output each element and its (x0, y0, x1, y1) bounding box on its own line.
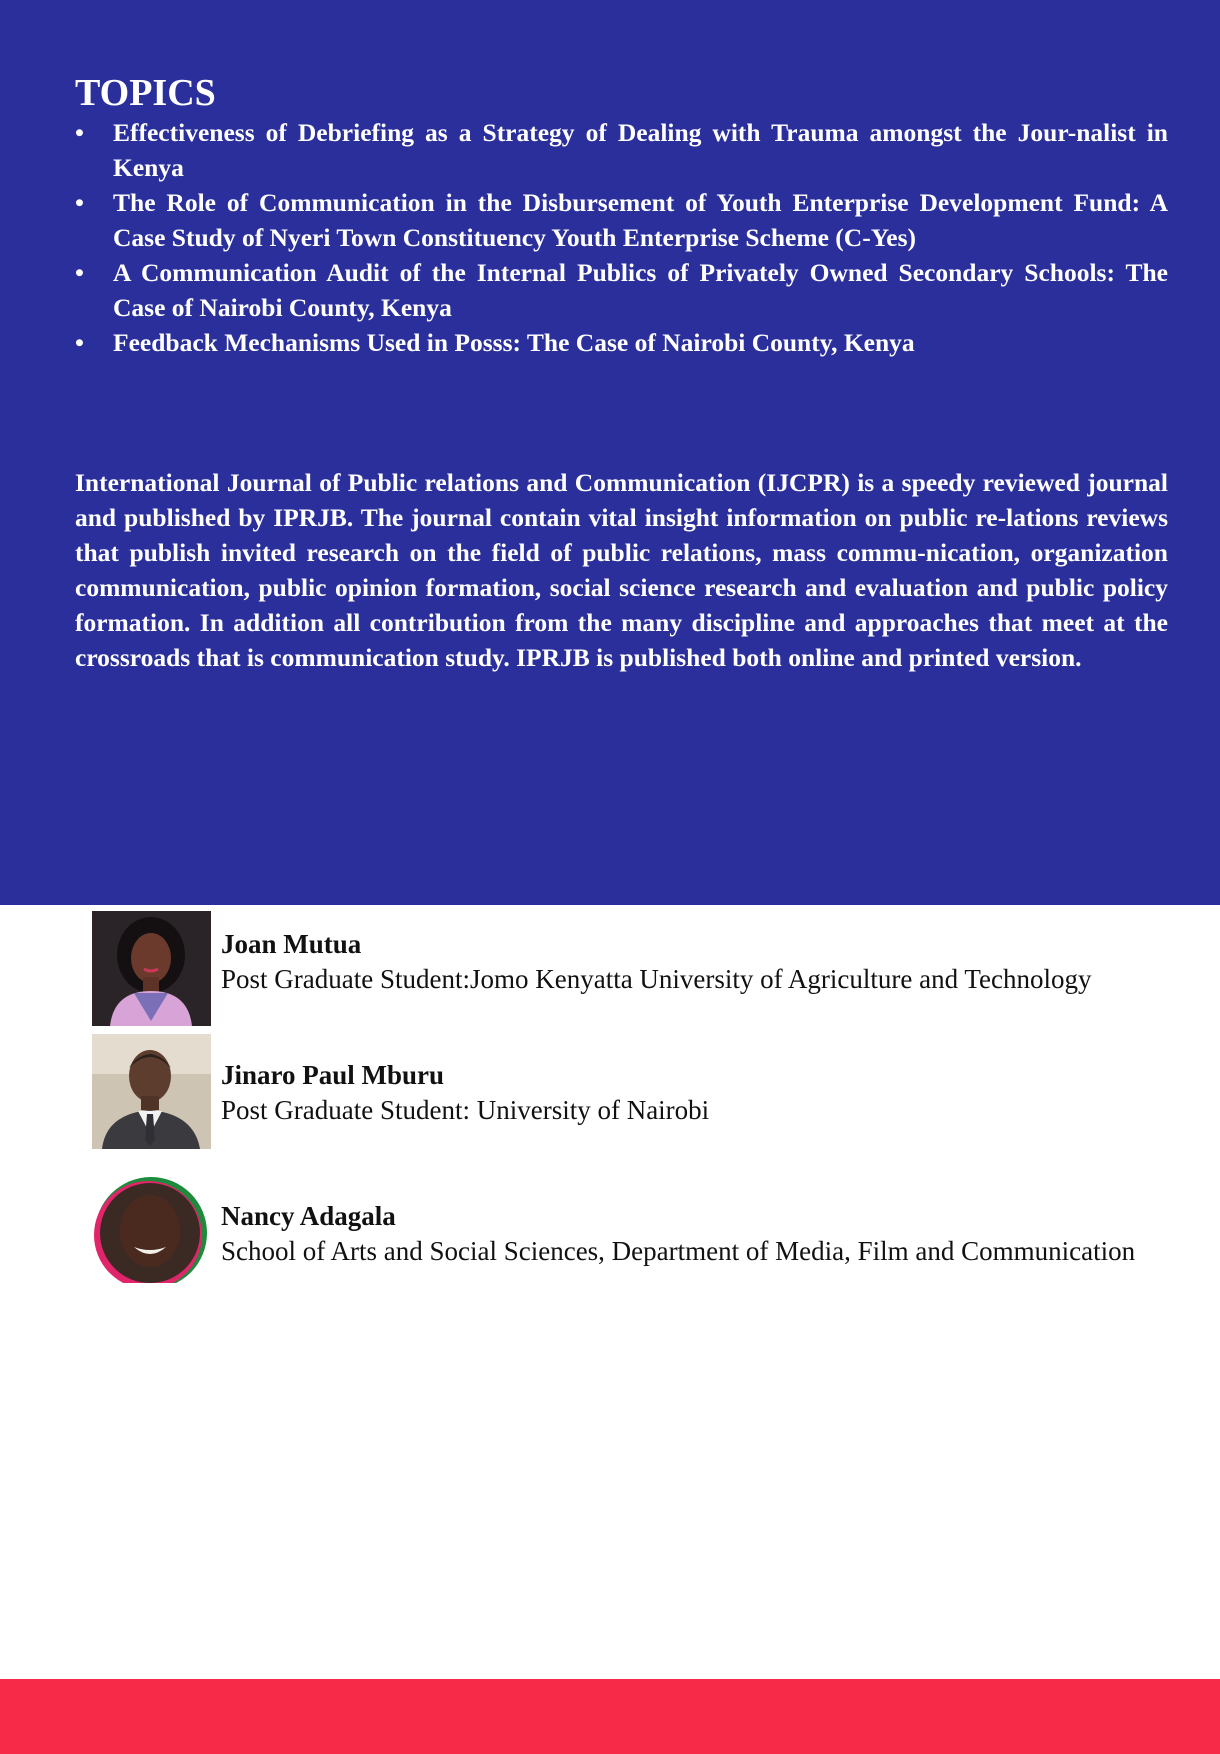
author-photo (92, 911, 211, 1026)
journal-description: International Journal of Public relations and Communication (IJCPR) is a speedy reviewed journal and published by IPRJB. The journal contain vital insight information on public re-lations reviews that publish invited research on the field of public relations, mass commu-nication, organization communication, public opinion formation, social science research and evaluation and public policy formation. In addition all contribution from the many discipline and approaches that meet at the crossroads that is communication study. IPRJB is published both online and printed version. (75, 468, 1168, 672)
author-affiliation: Post Graduate Student: University of Nairobi (221, 1095, 710, 1125)
author-name: Nancy Adagala (221, 1201, 396, 1231)
author-card (92, 1173, 1192, 1288)
author-text (221, 1058, 1220, 1128)
author-affiliation: School of Arts and Social Sciences, Department of Media, Film and Communication (221, 1236, 1136, 1266)
author-name: Joan Mutua (221, 929, 362, 959)
author-portrait-icon (92, 1173, 211, 1288)
author-card (92, 1034, 1192, 1149)
bullet-icon: • (75, 118, 84, 147)
author-photo (92, 1034, 211, 1149)
topic-item (75, 325, 1168, 360)
author-portrait-icon (92, 911, 211, 1026)
topic-text: The Role of Communication in the Disbursement of Youth Enterprise Development Fund: A Case Study of Nyeri Town Constituency Youth Enterprise Scheme (C-Yes) (113, 188, 1168, 252)
bullet-icon: • (75, 328, 84, 357)
topic-text: A Communication Audit of the Internal Publics of Privately Owned Secondary Schools: The Case of Nairobi County, Kenya (113, 258, 1168, 322)
author-name: Jinaro Paul Mburu (221, 1060, 445, 1090)
author-text (221, 927, 1220, 997)
topics-list (75, 115, 1168, 360)
bullet-icon: • (75, 188, 84, 217)
topic-item (75, 115, 1168, 185)
bottom-band (0, 1679, 1220, 1754)
topic-item (75, 255, 1168, 325)
topic-text: Effectiveness of Debriefing as a Strategy of Dealing with Trauma amongst the Jour-nalist in Kenya (113, 118, 1168, 182)
topic-text: Feedback Mechanisms Used in Posss: The Case of Nairobi County, Kenya (113, 328, 915, 357)
author-affiliation: Post Graduate Student:Jomo Kenyatta University of Agriculture and Technology (221, 964, 1092, 994)
author-portrait-icon (92, 1034, 211, 1149)
author-text (221, 1199, 1220, 1269)
bullet-icon: • (75, 258, 84, 287)
topic-item (75, 185, 1168, 255)
topics-heading: TOPICS (75, 72, 216, 114)
author-photo (92, 1173, 211, 1288)
author-card (92, 911, 1192, 1026)
